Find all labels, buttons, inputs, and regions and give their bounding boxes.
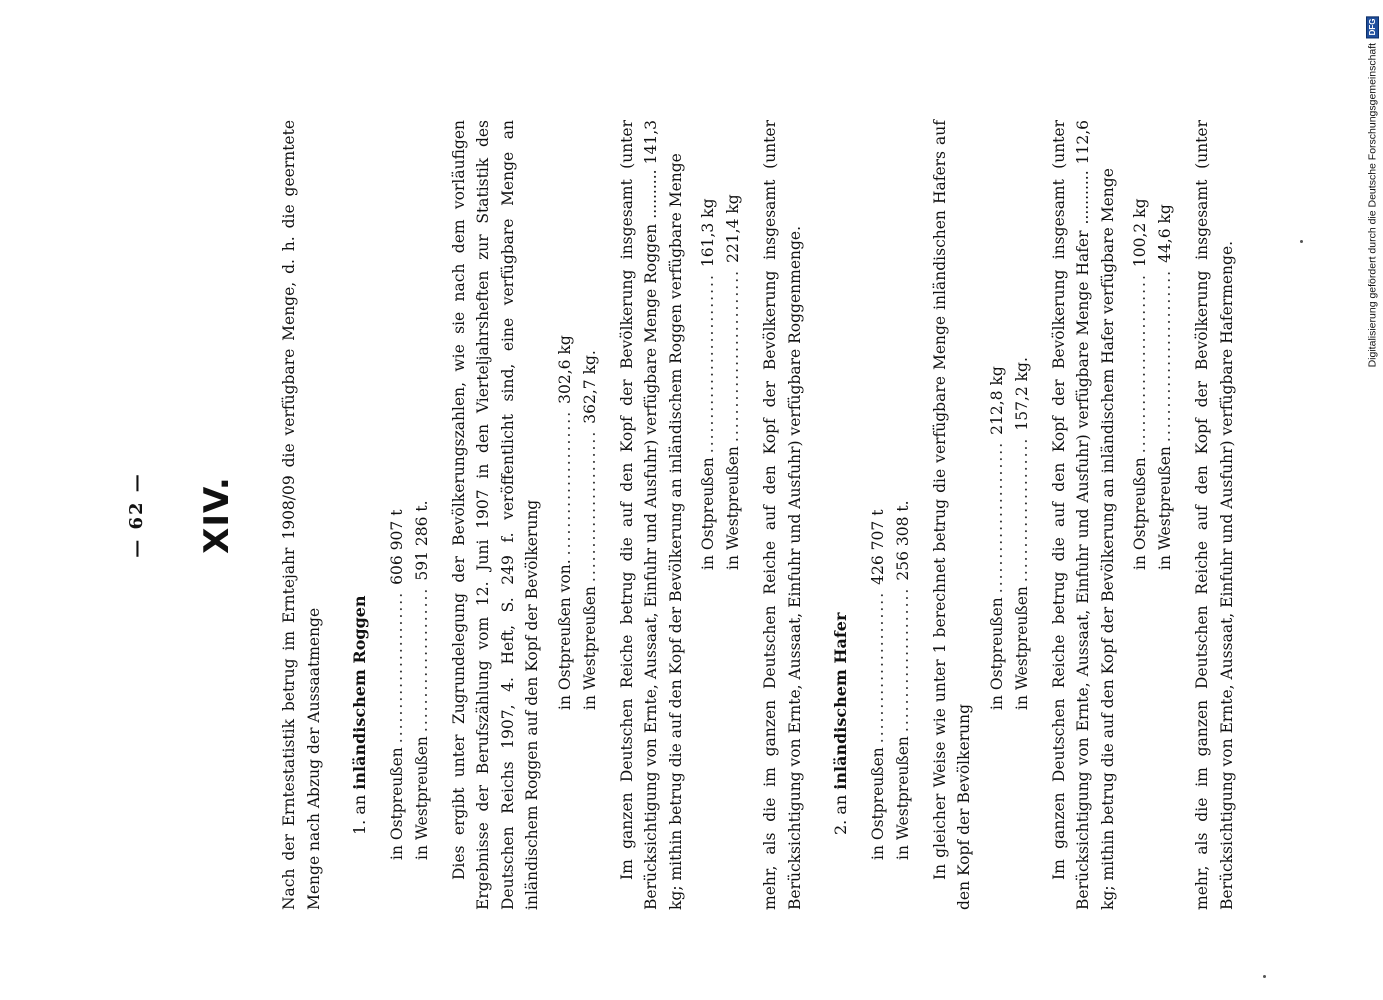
leader-dots: ..................... <box>412 586 431 733</box>
digitization-credit <box>1366 16 1379 367</box>
per-capita-value: 212,8 kg <box>987 366 1006 435</box>
scan-speck <box>1300 240 1303 243</box>
harvest-value: 591 286 t. <box>412 500 431 581</box>
roggen-conclusion-paragraph: mehr, als die im ganzen Deutschen Reiche auf den Kopf der Bevölkerung insgesamt (unter Berücksichtigung von Ernte, Aussaat, Einfuhr und Ausfuhr) verfügbare Roggenmenge. <box>761 120 804 910</box>
leader-dots: .......................... <box>699 273 717 454</box>
digitization-note-text: Digitalisierung gefördert durch die Deutsche Forschungsgemeinschaft <box>1366 42 1379 368</box>
roggen-harvest-table <box>385 120 435 910</box>
region-label: in Westpreußen <box>412 736 431 860</box>
table-row <box>866 120 891 860</box>
region-label: in Ostpreußen <box>1131 457 1149 570</box>
leader-dots: ..................... <box>893 586 912 733</box>
table-row <box>1010 120 1035 710</box>
roggen-surplus-table <box>696 120 746 910</box>
table-row <box>721 120 746 570</box>
per-capita-value: 302,6 kg <box>555 335 574 404</box>
section-1-heading <box>348 120 373 910</box>
surplus-value: 44,6 kg <box>1156 204 1174 263</box>
section-2-heading <box>829 120 854 910</box>
region-label: in Ostpreußen von. <box>555 559 574 710</box>
region-label: in Westpreußen <box>893 736 912 860</box>
leader-dots: ..................... <box>1012 436 1031 583</box>
region-label: in Westpreußen <box>1012 586 1031 710</box>
hafer-reich-paragraph: Im ganzen Deutschen Reiche betrug die auf den Kopf der Bevölkerung insgesamt (unter Berücksichtigung von Ernte, Aussaat, Einfuhr und Ausfuhr) verfügbare Menge Hafer ........... 112,6 kg; mithin betrug die auf den Kopf der Bevölkerung an inländischem Hafer verfügbare Menge <box>1049 120 1117 910</box>
region-label: in Westpreußen <box>724 446 742 570</box>
roggen-reich-paragraph: Im ganzen Deutschen Reiche betrug die auf den Kopf der Bevölkerung insgesamt (unter Berücksichtigung von Ernte, Aussaat, Einfuhr und Ausfuhr) verfügbare Menge Roggen .......... 141,3 kg; mithin betrug die auf den Kopf der Bevölkerung an inländischem Roggen verfügbare Menge <box>617 120 685 910</box>
table-row <box>553 120 578 710</box>
scanned-page <box>126 120 1255 910</box>
leader-dots: ......................... <box>724 268 742 443</box>
section-1-number: 1. an <box>350 794 369 835</box>
leader-dots: ..................... <box>555 409 574 556</box>
region-label: in Ostpreußen <box>387 747 406 860</box>
hafer-harvest-table <box>866 120 916 910</box>
per-capita-value: 157,2 kg. <box>1012 357 1031 431</box>
table-row <box>1128 120 1153 570</box>
table-row <box>385 120 410 860</box>
table-row <box>891 120 916 860</box>
region-label: in Ostpreußen <box>868 747 887 860</box>
surplus-value: 100,2 kg <box>1131 198 1149 268</box>
section-2-number: 2. an <box>831 794 850 835</box>
harvest-value: 256 308 t. <box>893 500 912 581</box>
scan-speck <box>1263 975 1266 978</box>
chapter-title: XIV. <box>197 476 237 554</box>
harvest-value: 606 907 t <box>387 509 406 585</box>
section-2-term: inländischem Hafer <box>831 612 850 790</box>
per-capita-value: 362,7 kg. <box>580 350 599 424</box>
leader-dots: ...................... <box>987 440 1006 594</box>
table-row <box>696 120 721 570</box>
region-label: in Westpreußen <box>1156 446 1174 570</box>
hafer-conclusion-paragraph: mehr, als die im ganzen Deutschen Reiche auf den Kopf der Bevölkerung insgesamt (unter Berücksichtigung von Ernte, Aussaat, Einfuhr und Ausfuhr) verfügbare Hafermenge. <box>1193 120 1236 910</box>
roggen-per-capita-paragraph: Dies ergibt unter Zugrundelegung der Bevölkerungszahlen, wie sie nach dem vorläufigen Ergebnisse der Berufszählung vom 12. Juni 1907 in den Vierteljahrsheften zur Statistik des Deutschen Reichs 1907, 4. Heft, S. 249 f. veröffentlicht sind, eine verfügbare Menge an inländischem Roggen auf den Kopf der Bevölkerung <box>449 120 541 910</box>
leader-dots: .......................... <box>1131 273 1149 454</box>
hafer-per-capita-paragraph: In gleicher Weise wie unter 1 berechnet betrug die verfügbare Menge inländischen Hafers auf den Kopf der Bevölkerung <box>930 120 973 910</box>
dfg-logo: DFG <box>1366 16 1379 39</box>
table-row <box>1153 120 1178 570</box>
region-label: in Ostpreußen <box>987 597 1006 710</box>
section-1-term: inländischem Roggen <box>350 595 369 790</box>
hafer-per-capita-table <box>985 120 1035 910</box>
leader-dots: ......................... <box>1156 268 1174 443</box>
table-row <box>578 120 603 710</box>
hafer-surplus-table <box>1128 120 1178 910</box>
leader-dots: ...................... <box>387 590 406 744</box>
region-label: in Westpreußen <box>580 586 599 710</box>
table-row <box>410 120 435 860</box>
roggen-per-capita-table <box>553 120 603 910</box>
table-row <box>985 120 1010 710</box>
surplus-value: 221,4 kg <box>724 194 742 263</box>
leader-dots: ...................... <box>580 429 599 583</box>
region-label: in Ostpreußen <box>699 457 717 570</box>
surplus-value: 161,3 kg <box>699 198 717 268</box>
leader-dots: ...................... <box>868 590 887 744</box>
page-number: — 62 — <box>126 472 147 558</box>
harvest-value: 426 707 t <box>868 509 887 585</box>
intro-paragraph: Nach der Erntestatistik betrug im Erntejahr 1908/09 die verfügbare Menge, d. h. die geerntete Menge nach Abzug der Aussaatmenge <box>280 120 323 910</box>
